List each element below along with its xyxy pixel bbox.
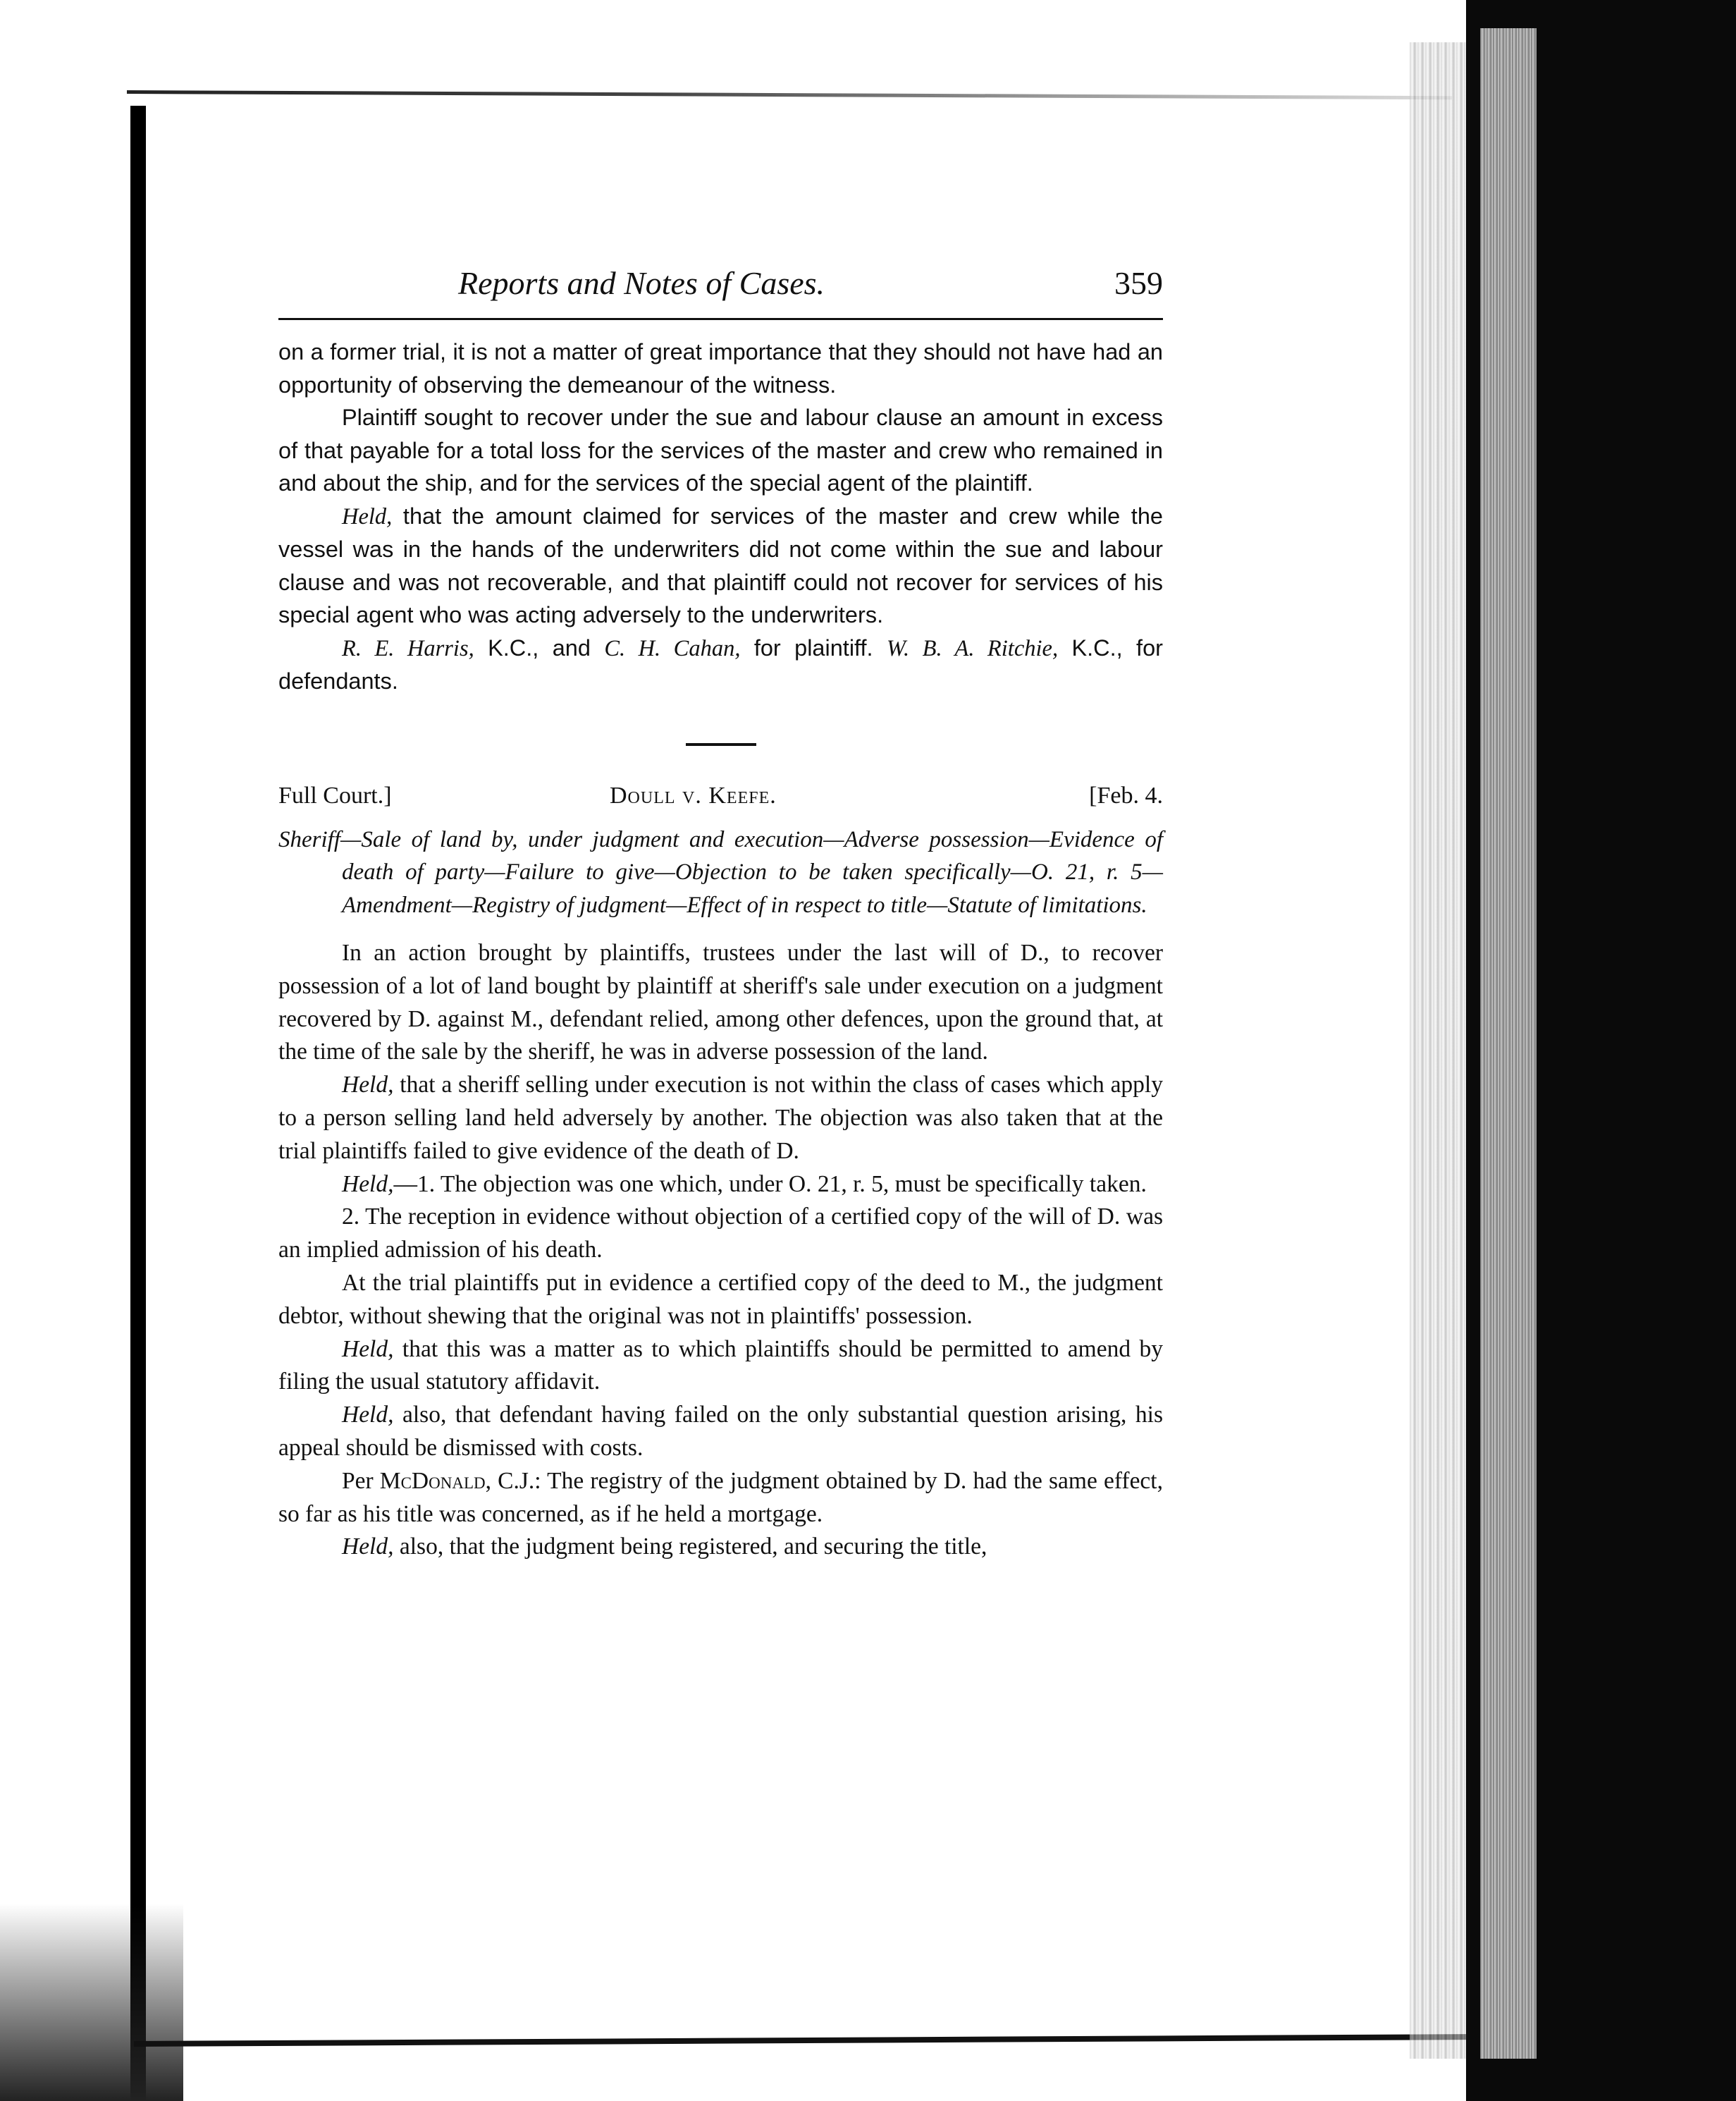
counsel-text: for plaintiff. — [740, 635, 887, 661]
paragraph — [278, 1168, 1163, 1201]
paragraph: on a former trial, it is not a matter of great importance that they should not have had an opportunity of observing the demeanour of the witness. — [278, 339, 1163, 398]
held-text: that this was a matter as to which plaintiffs should be permitted to amend by filing the usual statutory affidavit. — [278, 1335, 1163, 1395]
scan-left-shadow — [0, 1904, 183, 2101]
paragraph — [278, 500, 1163, 632]
held-label: Held, — [342, 1402, 394, 1428]
case-heading — [278, 783, 1163, 819]
upper-case-text — [278, 336, 1163, 698]
held-label: Held, — [342, 1170, 394, 1197]
book-page — [278, 264, 1163, 1564]
scan-bottom-edge — [134, 2034, 1515, 2047]
opinion-text: : The registry of the judgment obtained by D. had the same effect, so far as his title was concerned, as if he held a mortgage. — [278, 1467, 1163, 1527]
page-number: 359 — [1114, 265, 1163, 301]
running-head — [278, 264, 1163, 320]
held-text: that a sheriff selling under execution is not within the class of cases which apply to a person selling land held adversely by another. The objection was also taken that at the trial plaintiffs failed to give evidence of the death of D. — [278, 1072, 1163, 1164]
held-label: Held, — [342, 1335, 394, 1362]
paragraph — [278, 1531, 1163, 1564]
counsel-name: W. B. A. Ritchie, — [886, 635, 1059, 661]
counsel-text: K.C., for defendants. — [278, 635, 1163, 694]
scan-page-fold — [1410, 42, 1473, 2059]
paragraph — [278, 1465, 1163, 1531]
held-label: Held, — [342, 503, 393, 529]
paragraph: Plaintiff sought to recover under the sue and labour clause an amount in excess of that payable for a total loss for the services of the master and crew who remained in and about the ship, and for the services of the special agent of the plaintiff. — [278, 405, 1163, 496]
case-date: [Feb. 4. — [1089, 782, 1163, 809]
counsel-paragraph — [278, 632, 1163, 698]
judge-name: McDonald, C.J. — [379, 1467, 535, 1494]
paragraph — [278, 1399, 1163, 1465]
case-headnote: Sheriff—Sale of land by, under judgment and execution—Adverse possession—Evidence of death of party—Failure to give—Objection to be taken specifically—O. 21, r. 5—Amendment—Registry of judgment—Effect of in respect to title—Statute of limitations. — [278, 826, 1163, 918]
counsel-text: K.C., and — [474, 635, 605, 661]
held-label: Held, — [342, 1072, 394, 1098]
scan-top-edge — [127, 90, 1452, 99]
case-name: Doull v. Keefe. — [610, 782, 777, 809]
lower-case-text — [278, 937, 1163, 1564]
held-text: also, that the judgment being registered, and securing the title, — [393, 1533, 987, 1560]
counsel-name: R. E. Harris, — [342, 635, 474, 661]
scan-page-stack — [1480, 28, 1537, 2059]
paragraph: At the trial plaintiffs put in evidence a certified copy of the deed to M., the judgment debtor, without shewing that the original was not in plaintiffs' possession. — [278, 1269, 1163, 1329]
held-text: also, that defendant having failed on the only substantial question arising, his appeal should be dismissed with costs. — [278, 1402, 1163, 1461]
paragraph — [278, 1069, 1163, 1168]
counsel-name: C. H. Cahan, — [604, 635, 741, 661]
per-label: Per — [342, 1467, 380, 1494]
scan-left-spine — [130, 106, 146, 2101]
case-court: Full Court.] — [278, 782, 392, 809]
paragraph: In an action brought by plaintiffs, trustees under the last will of D., to recover possession of a lot of land bought by plaintiff at sheriff's sale under execution on a judgment recovered by D. against M., defendant relied, among other defences, upon the ground that, at the time of the sale by the sheriff, he was in adverse possession of the land. — [278, 940, 1163, 1065]
paragraph — [278, 1333, 1163, 1399]
running-title: Reports and Notes of Cases. — [458, 265, 825, 301]
held-text: —1. The objection was one which, under O. 21, r. 5, must be specifically taken. — [393, 1170, 1147, 1197]
section-separator — [686, 743, 756, 746]
held-text: that the amount claimed for services of the master and crew while the vessel was in the hands of the underwriters did not come within the sue and labour clause and was not recoverable, and that plaintiff could not recover for services of his special agent who was acting adversely to the underwriters. — [278, 503, 1163, 627]
paragraph: 2. The reception in evidence without objection of a certified copy of the will of D. was an implied admission of his death. — [278, 1203, 1163, 1263]
held-label: Held, — [342, 1533, 394, 1560]
